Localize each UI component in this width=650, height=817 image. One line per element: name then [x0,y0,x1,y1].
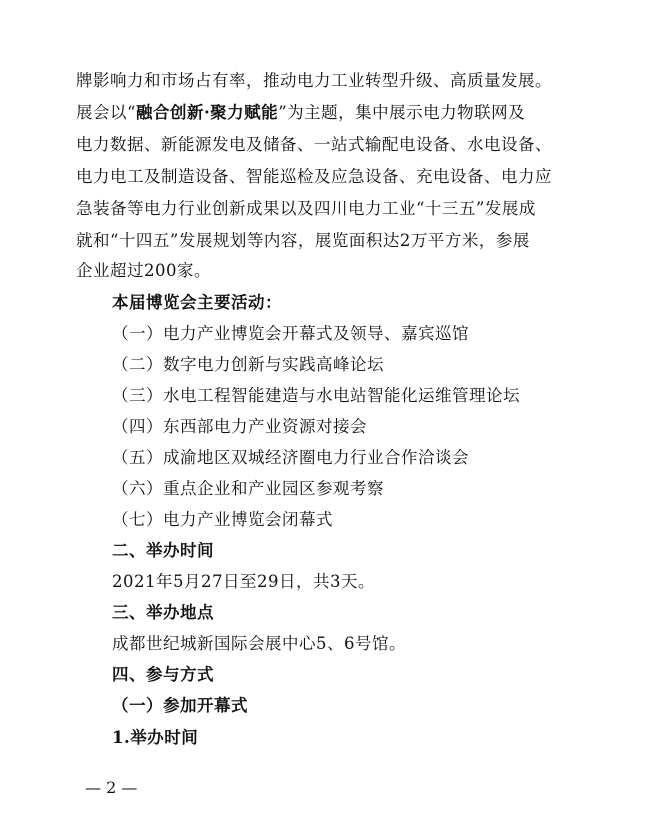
activity-item: （四）东西部电力产业资源对接会 [112,417,367,436]
subsection-heading: 1.举办时间 [112,728,199,747]
activity-item: （五）成渝地区双城经济圈电力行业合作洽谈会 [112,448,469,467]
section-heading: 四、参与方式 [112,665,214,684]
activity-item: （一）电力产业博览会开幕式及领导、嘉宾巡馆 [112,324,469,343]
activity-item: （七）电力产业博览会闭幕式 [112,510,333,529]
activity-item: （三）水电工程智能建造与水电站智能化运维管理论坛 [112,386,520,405]
paragraph-line: 急装备等电力行业创新成果以及四川电力工业“十三五”发展成 [76,199,536,218]
page-number: — 2 — [85,778,138,797]
exhibition-theme: 融合创新·聚力赋能 [135,103,279,122]
activities-heading: 本届博览会主要活动： [112,293,282,312]
paragraph-line: 电力数据、新能源发电及储备、一站式输配电设备、水电设备、 [76,135,552,154]
section-heading: 三、举办地点 [112,603,214,622]
section-text: 2021年5月27日至29日，共3天。 [112,572,375,591]
section-heading: 二、举办时间 [112,541,214,560]
paragraph-line [76,102,525,124]
activity-item: （六）重点企业和产业园区参观考察 [112,479,384,498]
paragraph-line: 就和“十四五”发展规划等内容，展览面积达2万平方米，参展 [76,231,530,250]
subsection-heading: （一）参加开幕式 [112,696,248,715]
section-text: 成都世纪城新国际会展中心5、6号馆。 [112,634,406,653]
text-segment: ”为主题，集中展示电力物联网及 [278,103,526,122]
paragraph-line: 企业超过200家。 [76,261,211,280]
text-segment: 展会以“ [76,103,136,122]
paragraph-line: 牌影响力和市场占有率，推动电力工业转型升级、高质量发展。 [76,71,552,90]
paragraph-line: 电力电工及制造设备、智能巡检及应急设备、充电设备、电力应 [76,167,552,186]
activity-item: （二）数字电力创新与实践高峰论坛 [112,355,384,374]
